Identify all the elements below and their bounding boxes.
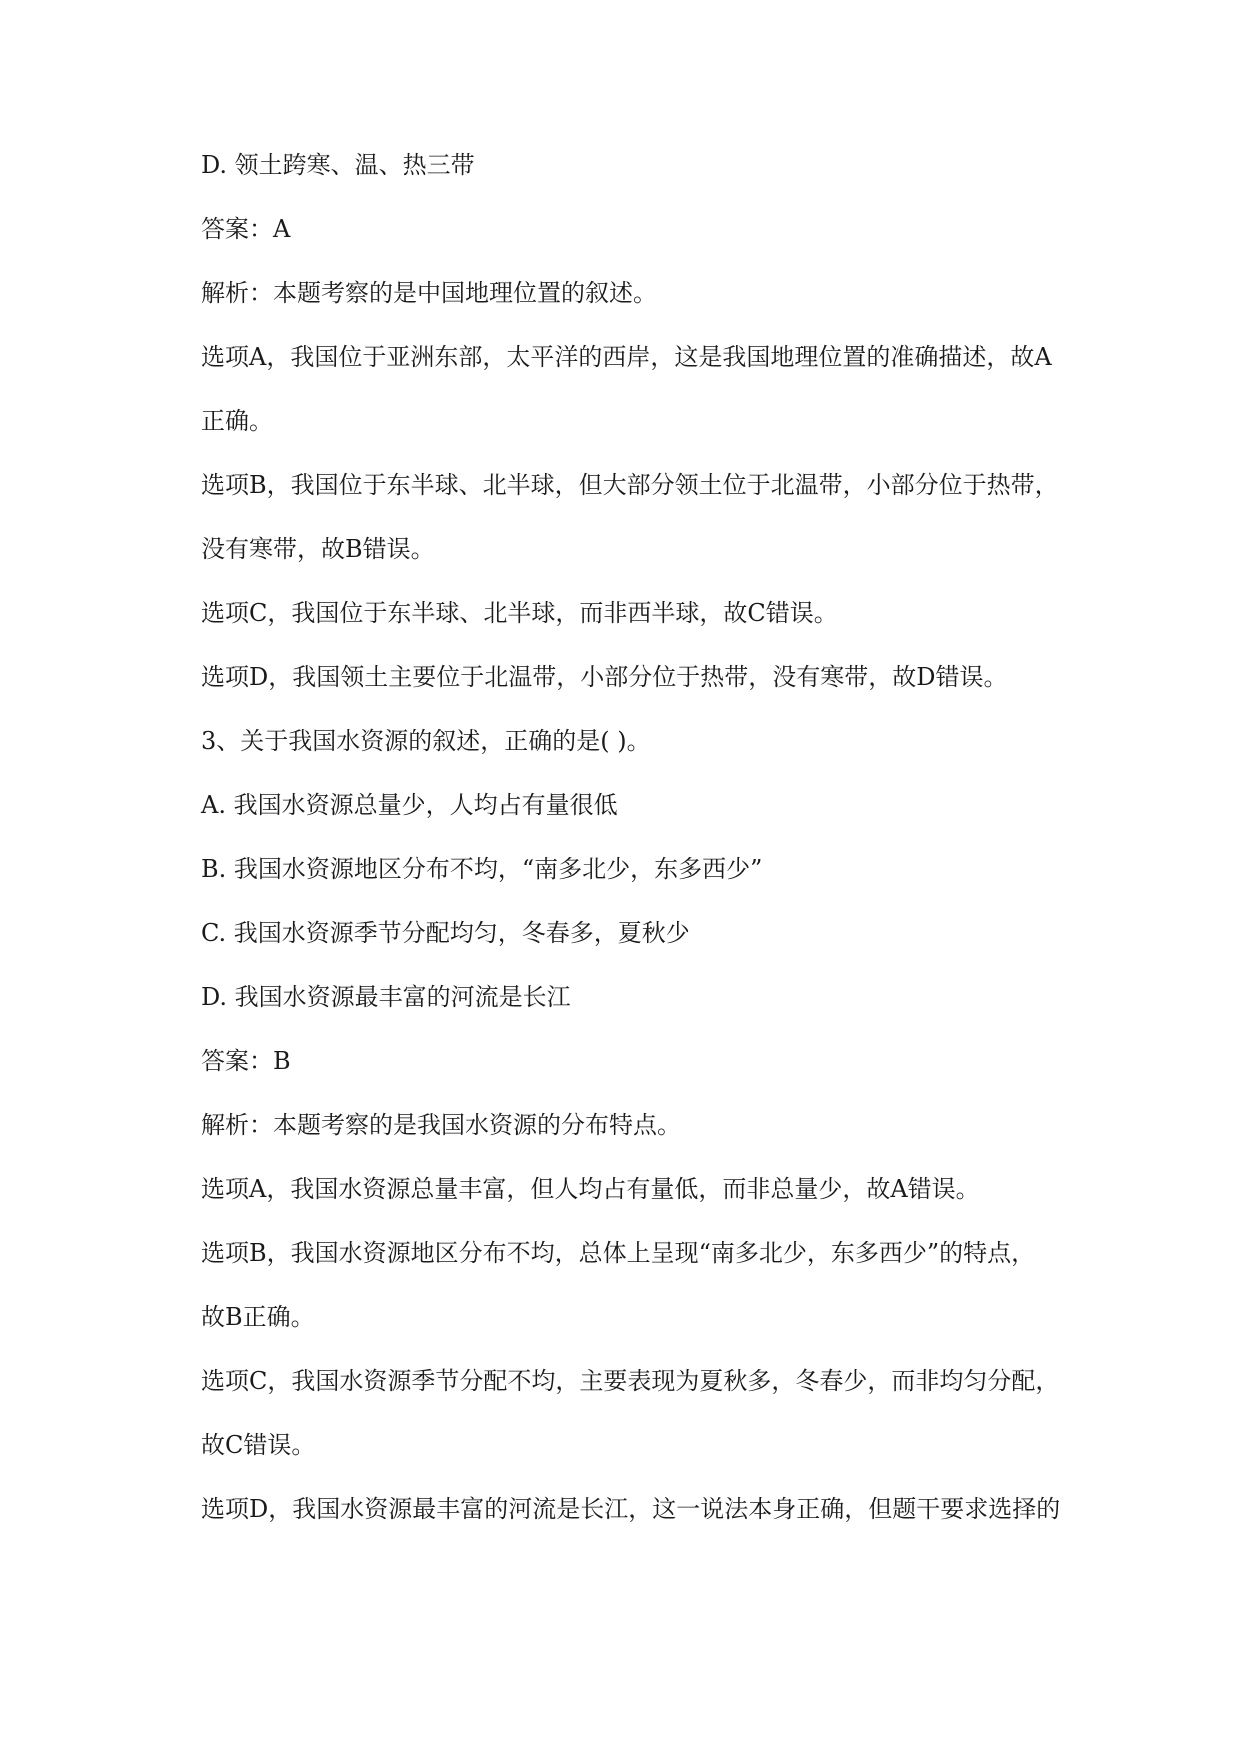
analysis-option-d: 选项D，我国水资源最丰富的河流是长江，这一说法本身正确，但题干要求选择的 <box>201 1495 1061 1523</box>
question-3-stem: 3、关于我国水资源的叙述，正确的是( )。 <box>201 727 651 755</box>
analysis-option-a-line2: 正确。 <box>201 407 273 435</box>
analysis-intro: 解析：本题考察的是我国水资源的分布特点。 <box>201 1111 681 1139</box>
analysis-option-a: 选项A，我国水资源总量丰富，但人均占有量低，而非总量少，故A错误。 <box>201 1175 980 1203</box>
analysis-option-c: 选项C，我国位于东半球、北半球，而非西半球，故C错误。 <box>201 599 838 627</box>
question-3-option-c: C. 我国水资源季节分配均匀，冬春多，夏秋少 <box>201 919 690 947</box>
analysis-option-d: 选项D，我国领土主要位于北温带，小部分位于热带，没有寒带，故D错误。 <box>201 663 1008 691</box>
analysis-option-a-line1: 选项A，我国位于亚洲东部，太平洋的西岸，这是我国地理位置的准确描述，故A <box>201 343 1052 371</box>
answer-text: 答案：B <box>201 1047 291 1075</box>
answer-text: 答案：A <box>201 215 291 243</box>
analysis-option-b-line2: 故B正确。 <box>201 1303 315 1331</box>
question-3-option-a: A. 我国水资源总量少，人均占有量很低 <box>201 791 618 819</box>
option-d-text: D. 领土跨寒、温、热三带 <box>201 151 475 179</box>
analysis-option-b-line1: 选项B，我国水资源地区分布不均，总体上呈现“南多北少，东多西少”的特点， <box>201 1239 1036 1267</box>
question-3-option-b: B. 我国水资源地区分布不均，“南多北少，东多西少” <box>201 855 763 883</box>
analysis-intro: 解析：本题考察的是中国地理位置的叙述。 <box>201 279 657 307</box>
analysis-option-b-line1: 选项B，我国位于东半球、北半球，但大部分领土位于北温带，小部分位于热带， <box>201 471 1059 499</box>
analysis-option-c-line1: 选项C，我国水资源季节分配不均，主要表现为夏秋多，冬春少，而非均匀分配， <box>201 1367 1060 1395</box>
analysis-option-b-line2: 没有寒带，故B错误。 <box>201 535 435 563</box>
question-3-option-d: D. 我国水资源最丰富的河流是长江 <box>201 983 571 1011</box>
analysis-option-c-line2: 故C错误。 <box>201 1431 316 1459</box>
